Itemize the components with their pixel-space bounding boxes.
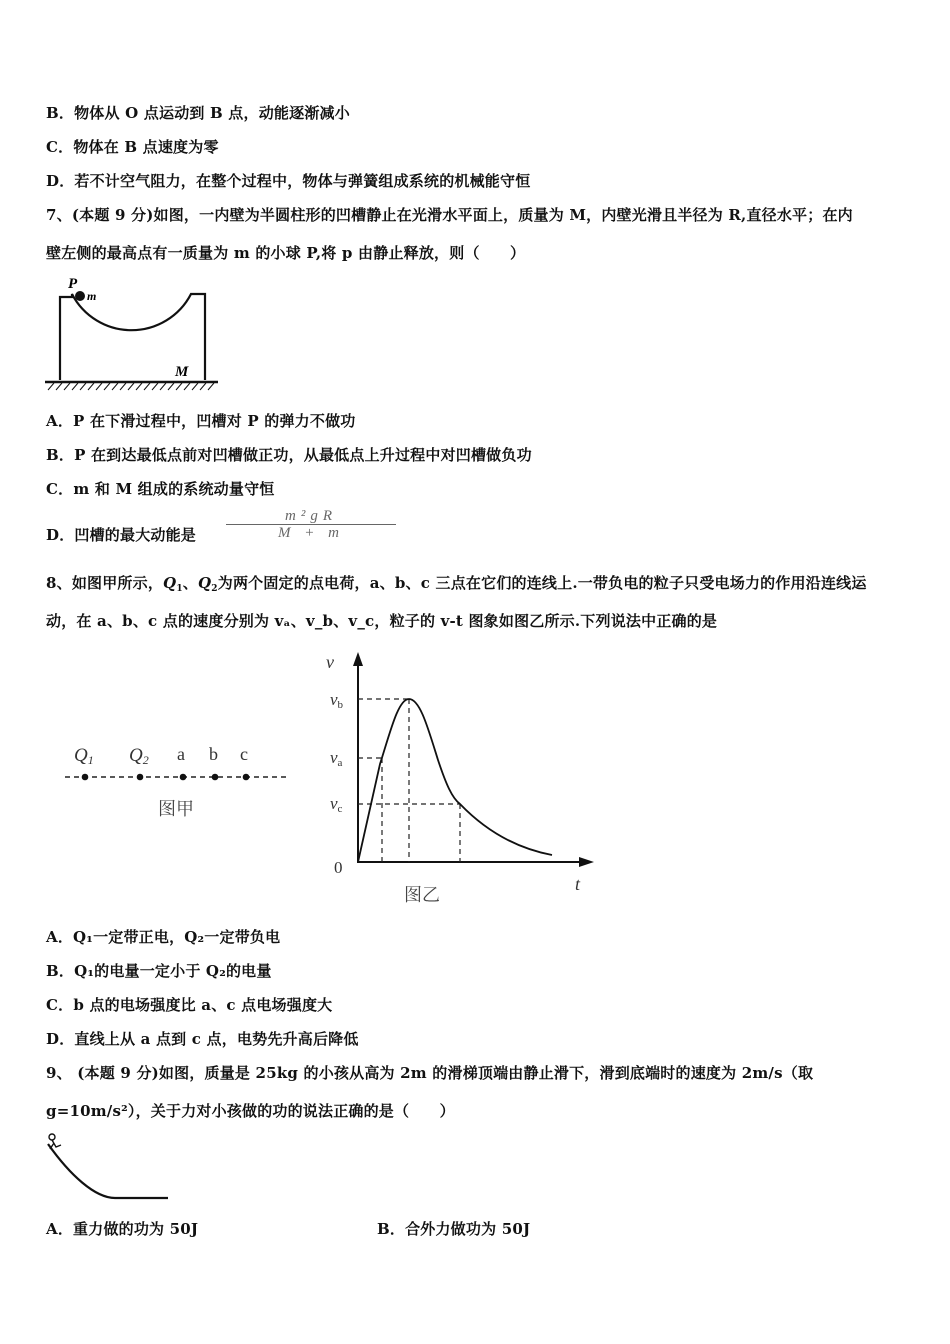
svg-text:vb (330, 690, 344, 711)
caption-figure-b: 图乙 (404, 885, 440, 906)
dot-a (180, 774, 187, 781)
label-q2: Q (129, 745, 143, 766)
q8-figure-b (320, 648, 610, 913)
q7-option-d: D．凹槽的最大动能是 (46, 526, 197, 544)
svg-text:Q1 (74, 745, 94, 767)
label-va-sub: a (337, 757, 343, 769)
q7-groove-figure (40, 272, 225, 397)
child-head-icon (49, 1134, 55, 1140)
dot-b (212, 774, 219, 781)
formula-numerator: m²gR (285, 508, 337, 524)
q8-option-c: C．b 点的电场强度比 a、c 点电场强度大 (46, 996, 333, 1014)
vt-curve (358, 699, 552, 862)
q6-option-c: C．物体在 B 点速度为零 (46, 138, 219, 156)
q9-option-a: A．重力做的功为 50J (46, 1220, 199, 1238)
q6-option-d: D．若不计空气阻力，在整个过程中，物体与弹簧组成系统的机械能守恒 (46, 172, 531, 190)
origin-label: 0 (334, 858, 343, 877)
q8-q1-sub: 1 (176, 584, 183, 594)
label-vc-sub: c (337, 803, 343, 815)
svg-text:vc (330, 794, 343, 815)
axis-label-v: v (326, 652, 334, 672)
label-c: c (240, 744, 248, 764)
axis-label-t: t (575, 874, 581, 894)
caption-figure-a: 图甲 (158, 799, 194, 820)
label-p: P (68, 276, 78, 292)
q8-stem-line1 (46, 572, 867, 594)
q6-option-b: B．物体从 O 点运动到 B 点，动能逐渐减小 (46, 104, 350, 122)
q8-option-a: A．Q₁一定带正电，Q₂一定带负电 (46, 928, 281, 946)
q8-stem-line2: 动，在 a、b、c 点的速度分别为 vₐ、v_b、v_c，粒子的 v-t 图象如图乙所示.下列说法中正确的是 (46, 612, 718, 630)
q7-option-a: A．P 在下滑过程中，凹槽对 P 的弹力不做功 (46, 412, 356, 430)
label-vc: v (330, 794, 338, 813)
label-b: b (209, 744, 218, 764)
label-q1: Q (74, 745, 88, 766)
q8-option-d: D．直线上从 a 点到 c 点，电势先升高后降低 (46, 1030, 359, 1048)
q7-option-b: B．P 在到达最低点前对凹槽做正功，从最低点上升过程中对凹槽做负功 (46, 446, 532, 464)
q9-option-b: B．合外力做功为 50J (377, 1220, 531, 1238)
formula-denominator: M + m (278, 525, 344, 541)
q7-stem-line1: 7、(本题 9 分)如图，一内壁为半圆柱形的凹槽静止在光滑水平面上，质量为 M，内壁光滑且半径为 R,直径水平；在内 (46, 206, 853, 224)
q9-stem-line1: 9、 (本题 9 分)如图，质量是 25kg 的小孩从高为 2m 的滑梯顶端由静止滑下，滑到底端时的速度为 2m/s（取 (46, 1064, 814, 1082)
q8-q1: Q (163, 574, 177, 592)
label-vb-sub: b (337, 699, 344, 711)
svg-text:va (330, 748, 343, 769)
svg-text:Q2 (129, 745, 149, 767)
q8-sep: 、 (182, 574, 198, 592)
q8-stem-post: 为两个固定的点电荷，a、b、c 三点在它们的连线上.一带负电的粒子只受电场力的作用沿连线运 (217, 574, 867, 592)
dot-q2 (137, 774, 144, 781)
dot-q1 (82, 774, 89, 781)
q7-stem-line2: 壁左侧的最高点有一质量为 m 的小球 P,将 p 由静止释放，则（ ） (46, 244, 526, 262)
label-big-m: M (175, 364, 189, 380)
label-q2-sub: 2 (142, 753, 149, 767)
label-vb: v (330, 690, 338, 709)
label-q1-sub: 1 (87, 753, 94, 767)
q7-option-c: C．m 和 M 组成的系统动量守恒 (46, 480, 275, 498)
q8-figure-a (60, 735, 300, 825)
dot-c (243, 774, 250, 781)
q9-slide-figure (40, 1130, 180, 1205)
q8-q2: Q (198, 574, 212, 592)
q8-stem-pre: 8、如图甲所示， (46, 574, 164, 592)
q8-q2-sub: 2 (211, 584, 218, 594)
ball-p (75, 291, 85, 301)
label-a: a (177, 744, 185, 764)
q9-stem-line2: g=10m/s²），关于力对小孩做的功的说法正确的是（ ） (46, 1102, 455, 1120)
label-va: v (330, 748, 338, 767)
q7-formula (226, 509, 396, 540)
q8-option-b: B．Q₁的电量一定小于 Q₂的电量 (46, 962, 272, 980)
label-m: m (87, 289, 97, 303)
